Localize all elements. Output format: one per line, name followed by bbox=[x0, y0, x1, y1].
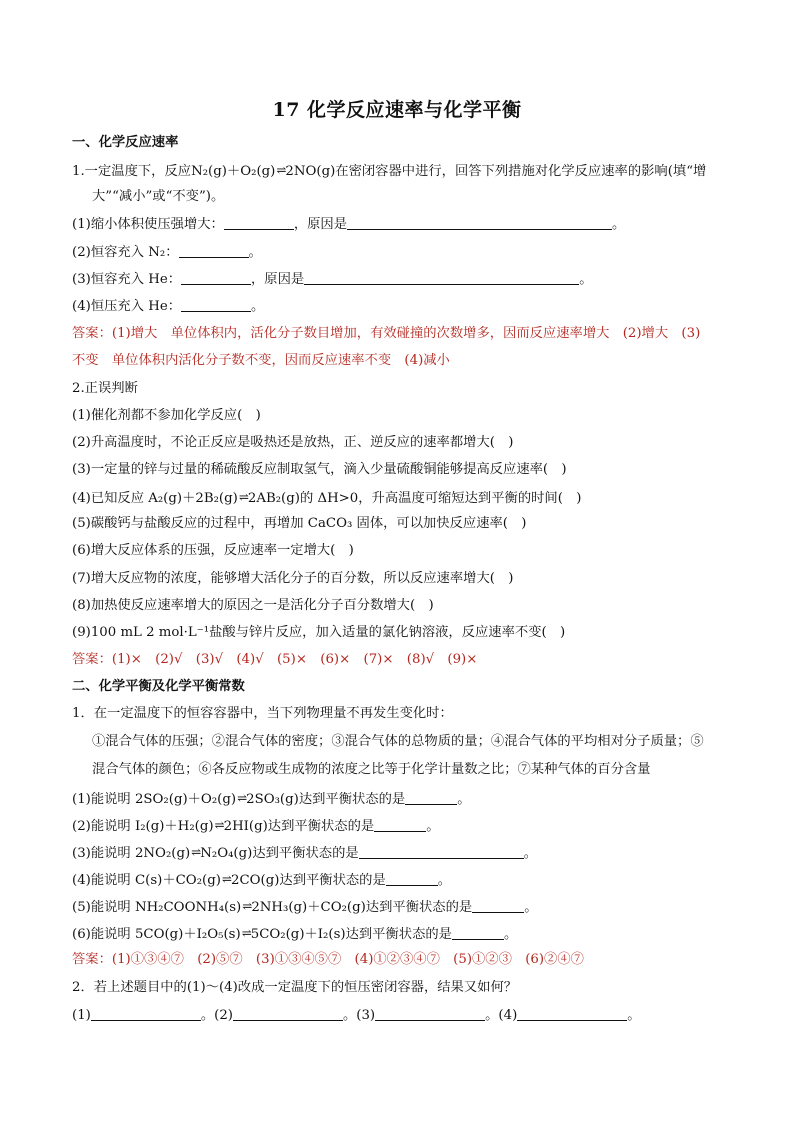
q1-answer-line-2: 不变 单位体积内活化分子数不变，因而反应速率不变 (4)减小 bbox=[72, 353, 450, 368]
q1-part-4: (4)恒压充入 He： 。 bbox=[72, 299, 265, 314]
answer-blank[interactable] bbox=[517, 1007, 627, 1021]
q2-item-7: (7)增大反应物的浓度，能够增大活化分子的百分数，所以反应速率增大( ) bbox=[72, 571, 514, 586]
answer-blank[interactable] bbox=[179, 244, 249, 258]
equilibrium-arrow-icon: ⇌ bbox=[221, 872, 230, 886]
answer-blank[interactable] bbox=[375, 1007, 485, 1021]
q1-part-3: (3)恒容充入 He： ，原因是 。 bbox=[72, 272, 593, 287]
answer-blank[interactable] bbox=[472, 899, 524, 913]
section-2-heading: 二、化学平衡及化学平衡常数 bbox=[72, 679, 245, 694]
answer-blank[interactable] bbox=[374, 818, 426, 832]
q2-item-4: (4)已知反应 A₂(g)＋2B₂(g)⇌2AB₂(g)的 ΔH>0，升高温度可缩短达到平衡的时间( ) bbox=[72, 490, 582, 506]
equilibrium-arrow-icon: ⇌ bbox=[191, 845, 200, 859]
s2-q1-list-line-1: ①混合气体的压强；②混合气体的密度；③混合气体的总物质的量；④混合气体的平均相对分子质量；⑤ bbox=[92, 734, 704, 749]
equilibrium-arrow-icon: ⇌ bbox=[237, 791, 246, 805]
q2-item-9: (9)100 mL 2 mol·L⁻¹盐酸与锌片反应，加入适量的氯化钠溶液，反应速率不变( ) bbox=[72, 625, 566, 640]
s2-q1-part-5: (5)能说明 NH₂COONH₄(s)⇌2NH₃(g)＋CO₂(g)达到平衡状态的是 。 bbox=[72, 899, 538, 915]
s2-q2-answers: (1) 。(2) 。(3) 。(4) 。 bbox=[72, 1008, 641, 1023]
document-title: 17 化学反应速率与化学平衡 bbox=[272, 99, 522, 121]
equilibrium-arrow-icon: ⇌ bbox=[214, 818, 223, 832]
q1-part-2: (2)恒容充入 N₂： 。 bbox=[72, 245, 262, 260]
s2-q1-part-3: (3)能说明 2NO₂(g)⇌N₂O₄(g)达到平衡状态的是 。 bbox=[72, 845, 537, 861]
q2-item-6: (6)增大反应体系的压强，反应速率一定增大( ) bbox=[72, 543, 354, 558]
q2-answer: 答案：(1)× (2)√ (3)√ (4)√ (5)× (6)× (7)× (8)√ (9)× bbox=[72, 652, 478, 667]
s2-q1-part-4: (4)能说明 C(s)＋CO₂(g)⇌2CO(g)达到平衡状态的是 。 bbox=[72, 872, 452, 888]
answer-blank[interactable] bbox=[304, 271, 579, 285]
s2-q1-answer: 答案：(1)①③④⑦ (2)⑤⑦ (3)①③④⑤⑦ (4)①②③④⑦ (5)①②③ (6)②④⑦ bbox=[72, 952, 584, 967]
answer-blank[interactable] bbox=[224, 216, 294, 230]
s2-q1-stem: 1．在一定温度下的恒容容器中，当下列物理量不再发生变化时： bbox=[72, 706, 453, 721]
q2-item-2: (2)升高温度时，不论正反应是吸热还是放热，正、逆反应的速率都增大( ) bbox=[72, 435, 514, 450]
equilibrium-arrow-icon: ⇌ bbox=[241, 926, 250, 940]
q2-item-3: (3)一定量的锌与过量的稀硫酸反应制取氢气，滴入少量硫酸铜能够提高反应速率( ) bbox=[72, 462, 567, 477]
s2-q1-part-1: (1)能说明 2SO₂(g)＋O₂(g)⇌2SO₃(g)达到平衡状态的是 。 bbox=[72, 791, 471, 807]
q2-item-8: (8)加热使反应速率增大的原因之一是活化分子百分数增大( ) bbox=[72, 598, 434, 613]
answer-blank[interactable] bbox=[452, 926, 504, 940]
answer-blank[interactable] bbox=[405, 791, 457, 805]
answer-blank[interactable] bbox=[359, 845, 524, 859]
s2-q1-part-2: (2)能说明 I₂(g)＋H₂(g)⇌2HI(g)达到平衡状态的是 。 bbox=[72, 818, 440, 834]
s2-q1-list-line-2: 混合气体的颜色；⑥各反应物或生成物的浓度之比等于化学计量数之比；⑦某种气体的百分含量 bbox=[92, 762, 651, 777]
answer-blank[interactable] bbox=[386, 872, 438, 886]
answer-blank[interactable] bbox=[233, 1007, 343, 1021]
answer-blank[interactable] bbox=[91, 1007, 201, 1021]
answer-blank[interactable] bbox=[181, 271, 251, 285]
s2-q1-part-6: (6)能说明 5CO(g)＋I₂O₅(s)⇌5CO₂(g)＋I₂(s)达到平衡状态的是 。 bbox=[72, 926, 518, 942]
s2-q2-stem: 2．若上述题目中的(1)～(4)改成一定温度下的恒压密闭容器，结果又如何？ bbox=[72, 980, 518, 995]
q1-part-1: (1)缩小体积使压强增大： ，原因是 。 bbox=[72, 217, 626, 232]
q1-stem-line-1: 1.一定温度下，反应N₂(g)＋O₂(g)⇌2NO(g)在密闭容器中进行，回答下列措施对化学反应速率的影响(填“增 bbox=[72, 163, 707, 179]
q2-item-5: (5)碳酸钙与盐酸反应的过程中，再增加 CaCO₃ 固体，可以加快反应速率( ) bbox=[72, 516, 527, 531]
equilibrium-arrow-icon: ⇌ bbox=[276, 163, 285, 177]
q2-heading: 2.正误判断 bbox=[72, 381, 138, 396]
section-1-heading: 一、化学反应速率 bbox=[72, 135, 179, 150]
q1-stem-line-2: 大”“减小”或“不变”)。 bbox=[92, 189, 225, 204]
equilibrium-arrow-icon: ⇌ bbox=[238, 490, 247, 504]
answer-blank[interactable] bbox=[181, 298, 251, 312]
q2-item-1: (1)催化剂都不参加化学反应( ) bbox=[72, 408, 261, 423]
q1-answer-line-1: 答案：(1)增大 单位体积内，活化分子数目增加，有效碰撞的次数增多，因而反应速率增大 (2)增大 (3) bbox=[72, 326, 701, 341]
answer-blank[interactable] bbox=[347, 216, 612, 230]
equilibrium-arrow-icon: ⇌ bbox=[242, 899, 251, 913]
